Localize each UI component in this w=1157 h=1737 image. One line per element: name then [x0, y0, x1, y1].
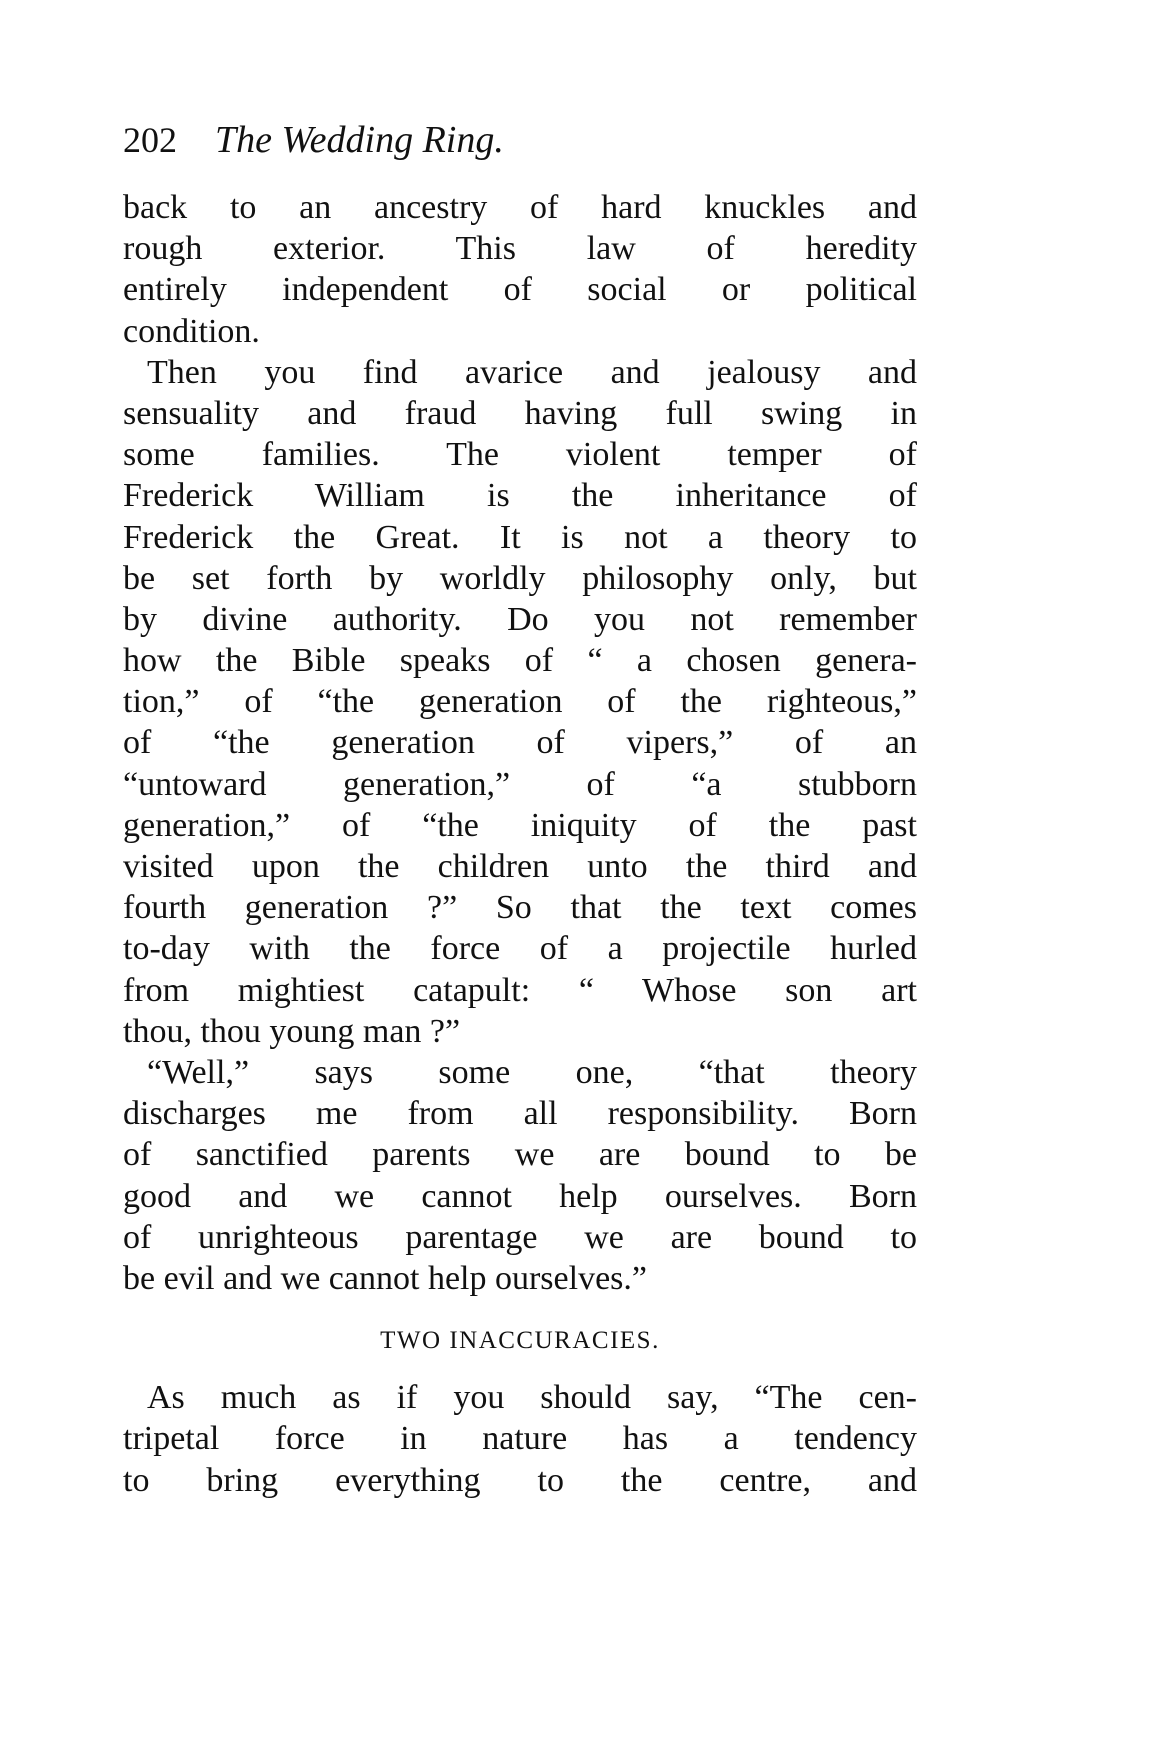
text-line: tion,” of “the generation of the righteous,” — [123, 683, 917, 721]
text-line: of unrighteous parentage we are bound to — [123, 1218, 917, 1256]
paragraph — [123, 352, 917, 1052]
text-line: of “the generation of vipers,” of an — [123, 724, 917, 762]
text-line: sensuality and fraud having full swing in — [123, 394, 917, 432]
text-line: how the Bible speaks of “ a chosen genera- — [123, 642, 917, 680]
section-heading: TWO INACCURACIES. — [380, 1327, 660, 1355]
paragraph — [123, 1377, 917, 1501]
text-line: thou, thou young man ?” — [123, 1012, 461, 1050]
text-line: Frederick the Great. It is not a theory to — [123, 518, 917, 556]
text-line: condition. — [123, 312, 260, 350]
text-line: entirely independent of social or political — [123, 271, 917, 309]
text-line: tripetal force in nature has a tendency — [123, 1420, 917, 1458]
text-line: by divine authority. Do you not remember — [123, 600, 917, 638]
text-line: to bring everything to the centre, and — [123, 1461, 917, 1499]
text-line: some families. The violent temper of — [123, 436, 917, 474]
text-line: be evil and we cannot help ourselves.” — [123, 1259, 647, 1297]
text-line: Frederick William is the inheritance of — [123, 477, 917, 515]
text-line: from mightiest catapult: “ Whose son art — [123, 971, 917, 1009]
text-line: of sanctified parents we are bound to be — [123, 1136, 917, 1174]
paragraph — [123, 1052, 917, 1299]
text-line: be set forth by worldly philosophy only, but — [123, 559, 917, 597]
text-line: As much as if you should say, “The cen- — [147, 1379, 917, 1417]
text-line: generation,” of “the iniquity of the past — [123, 806, 917, 844]
text-line: rough exterior. This law of heredity — [123, 230, 917, 268]
page-number: 202 — [123, 120, 177, 160]
text-line: back to an ancestry of hard knuckles and — [123, 189, 917, 226]
text-line: Then you find avarice and jealousy and — [147, 353, 917, 391]
text-line: fourth generation ?” So that the text comes — [123, 889, 917, 927]
text-line: to-day with the force of a projectile hurled — [123, 930, 917, 968]
text-line: discharges me from all responsibility. Born — [123, 1095, 917, 1133]
text-line: good and we cannot help ourselves. Born — [123, 1177, 917, 1215]
text-line: visited upon the children unto the third and — [123, 848, 917, 885]
paragraph — [123, 187, 917, 352]
text-line: “Well,” says some one, “that theory — [147, 1053, 917, 1091]
text-line: “untoward generation,” of “a stubborn — [123, 765, 917, 803]
running-title: The Wedding Ring. — [215, 119, 504, 161]
running-header — [123, 118, 917, 162]
page-body — [123, 187, 917, 1501]
